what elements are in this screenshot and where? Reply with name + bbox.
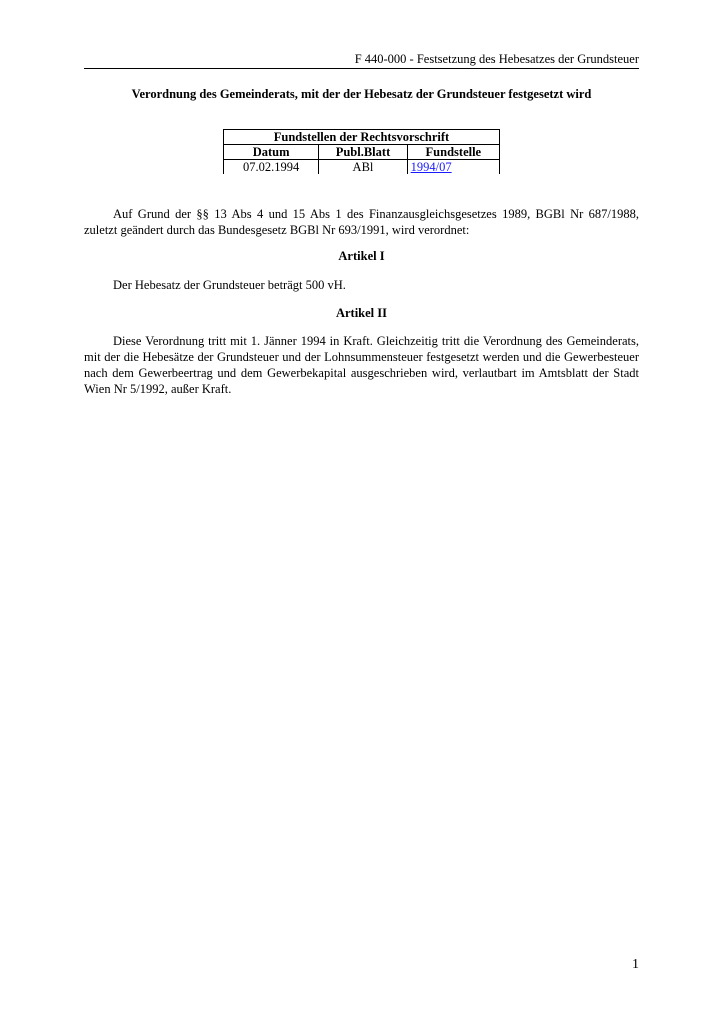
article-1-text: Der Hebesatz der Grundsteuer beträgt 500 vH. xyxy=(113,278,346,292)
cell-datum: 07.02.1994 xyxy=(224,160,319,175)
fundstelle-link[interactable]: 1994/07 xyxy=(410,160,452,174)
article-2-heading: Artikel II xyxy=(335,306,388,320)
article-2-text: Diese Verordnung tritt mit 1. Jänner 1994 in Kraft. Gleichzeitig tritt die Verordnung des Gemeinderats, mit der die Hebesätze der Grundsteuer und der Lohnsummensteuer festgesetzt werden und die Gewerbesteuer nach dem Gewerbeertrag und dem Gewerbekapital ausgeschrieben wird, verlautbart im Amtsblatt der Stadt Wien Nr 5/1992, außer Kraft. xyxy=(84,334,639,396)
column-header-datum: Datum xyxy=(224,145,319,160)
column-header-fundstelle: Fundstelle xyxy=(407,145,499,160)
column-header-publ-blatt: Publ.Blatt xyxy=(319,145,407,160)
page-number: 1 xyxy=(632,957,639,972)
document-title: Verordnung des Gemeinderats, mit der der Hebesatz der Grundsteuer festgesetzt wird xyxy=(131,87,592,101)
reference-table-caption: Fundstellen der Rechtsvorschrift xyxy=(224,130,500,145)
article-1-heading: Artikel I xyxy=(338,249,385,263)
cell-publ-blatt: ABl xyxy=(319,160,407,175)
running-header-title: F 440-000 - Festsetzung des Hebesatzes der Grundsteuer xyxy=(354,52,639,66)
cell-fundstelle xyxy=(407,160,499,175)
reference-table xyxy=(223,129,500,174)
running-header xyxy=(84,51,639,69)
preamble-paragraph: Auf Grund der §§ 13 Abs 4 und 15 Abs 1 des Finanzausgleichsgesetzes 1989, BGBl Nr 687/1988, zuletzt geändert durch das Bundesgesetz BGBl Nr 693/1991, wird verordnet: xyxy=(84,207,639,237)
table-row xyxy=(224,160,500,175)
